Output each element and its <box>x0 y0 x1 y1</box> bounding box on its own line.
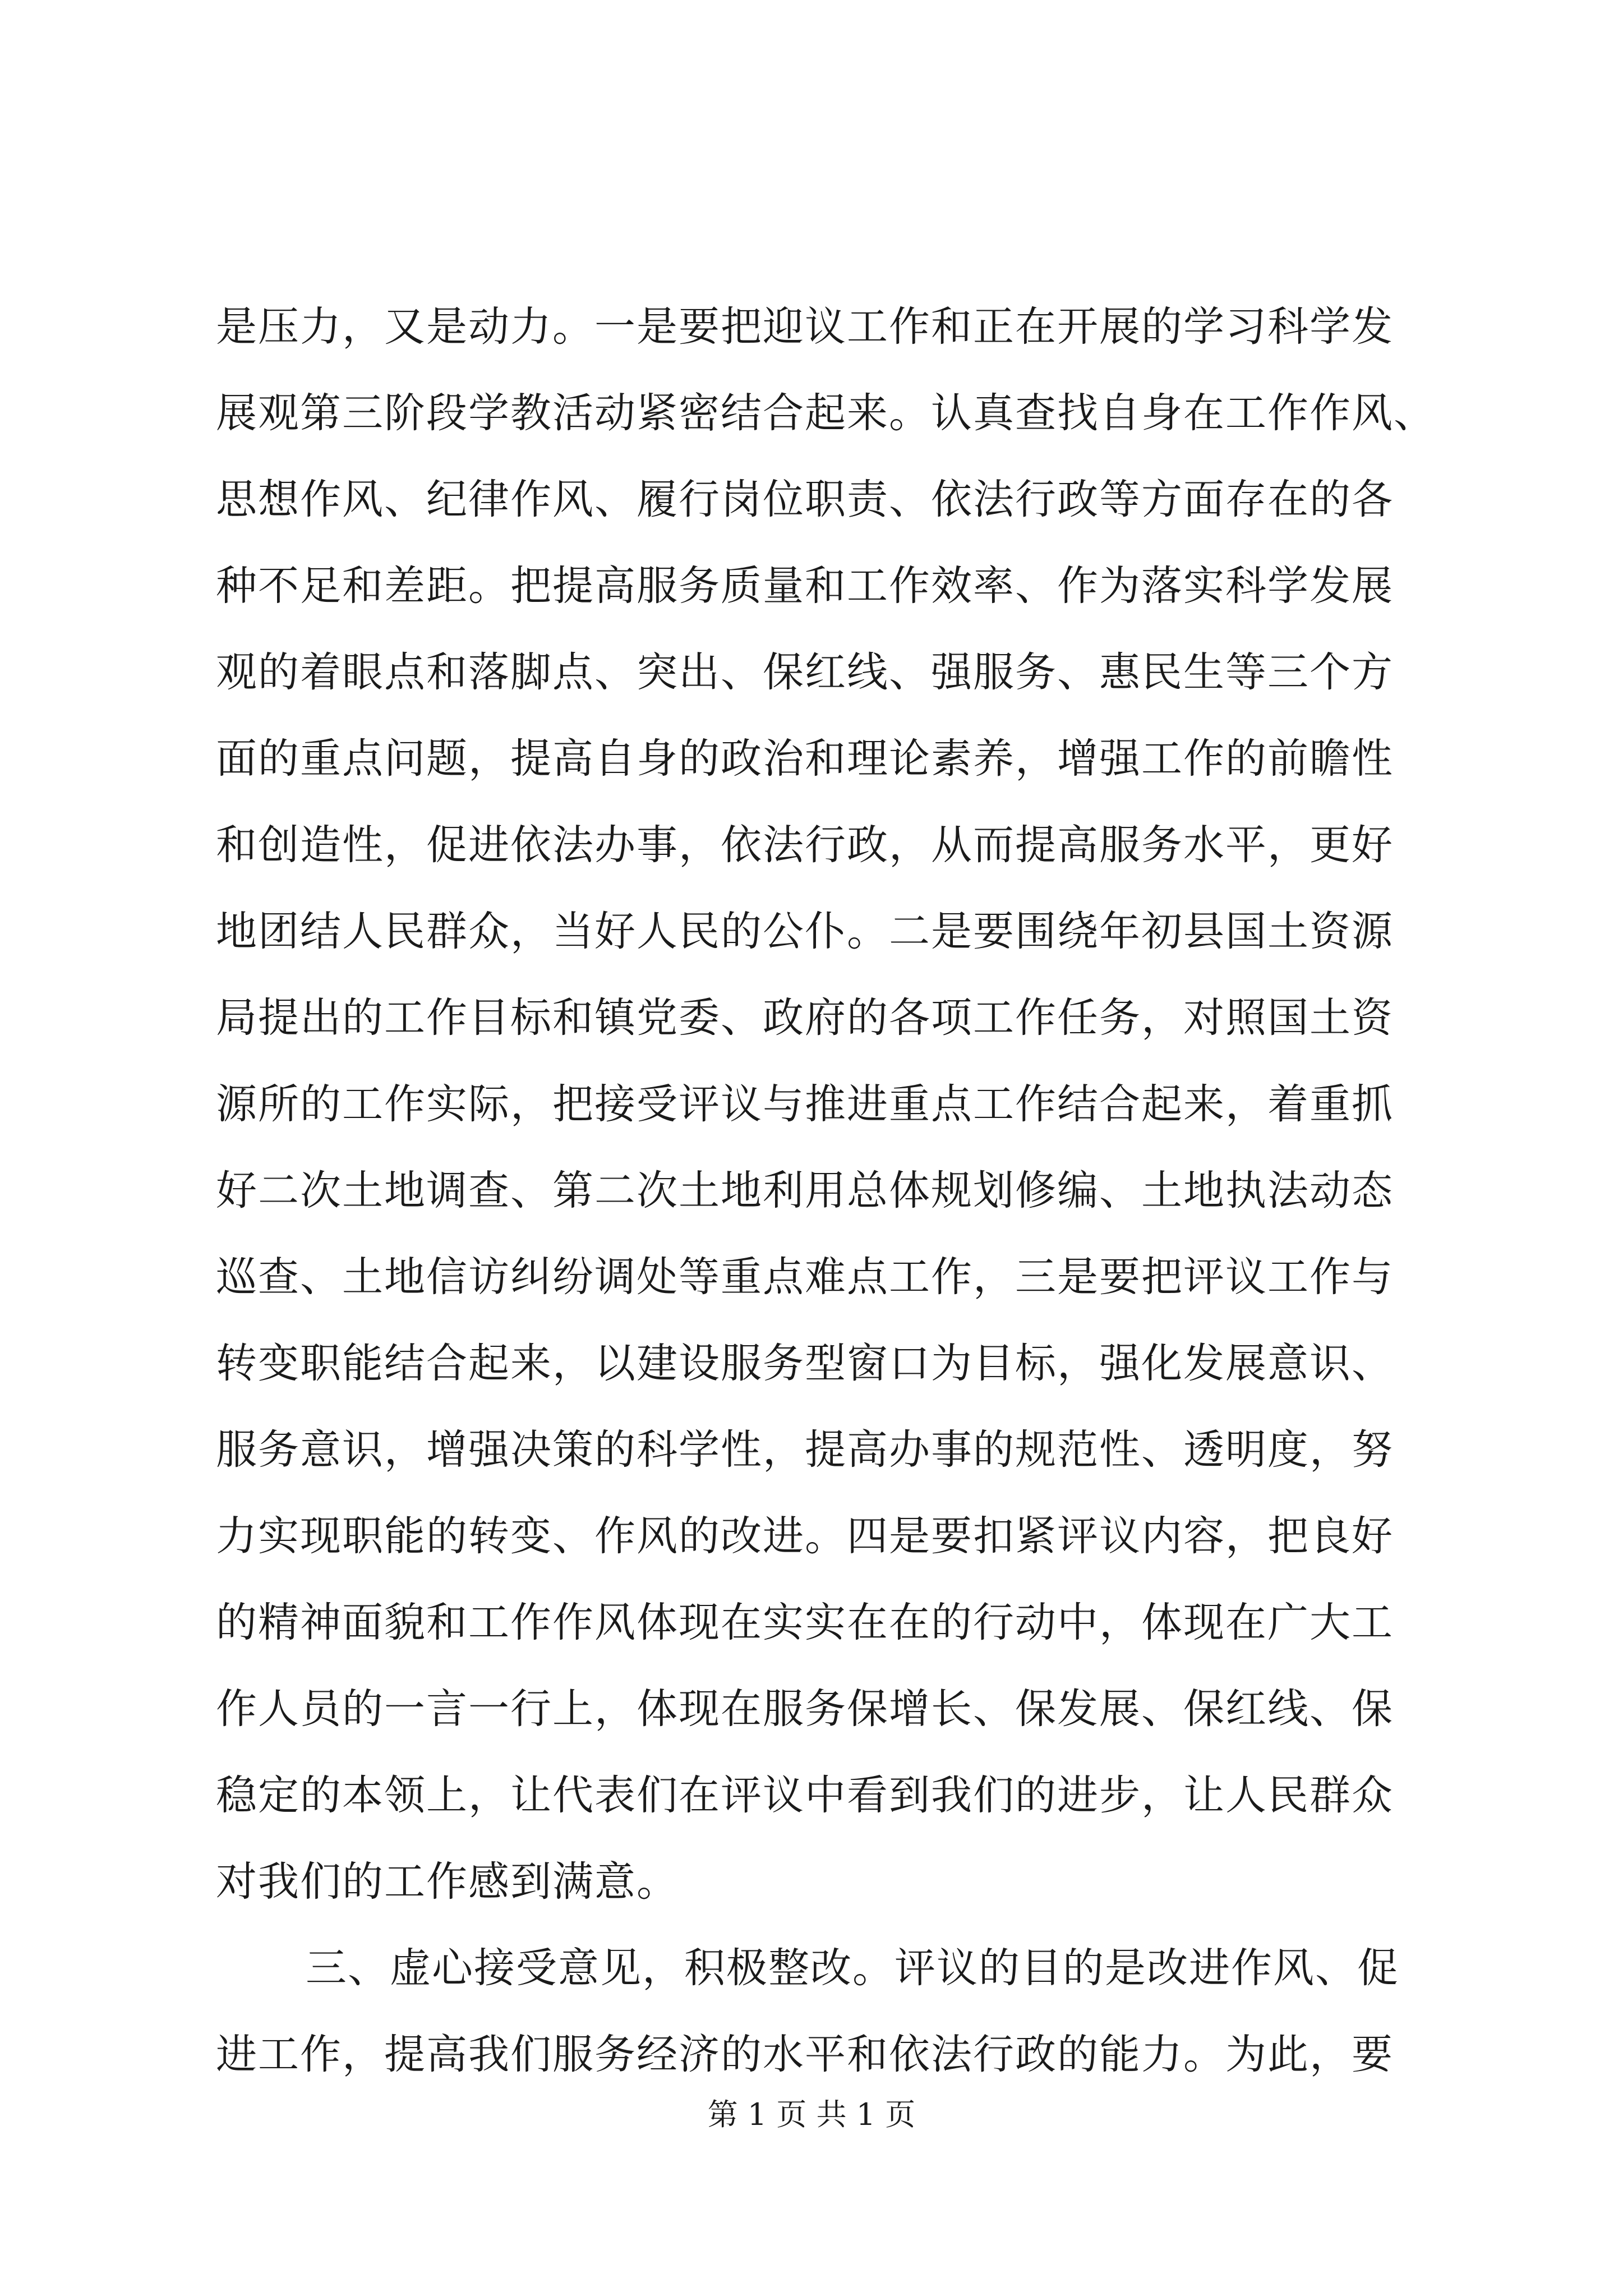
page-footer: 第 1 页 共 1 页 <box>707 2097 916 2132</box>
text-line: 好二次土地调查、第二次土地利用总体规划修编、土地执法动态 <box>216 1167 1394 1214</box>
text-line: 力实现职能的转变、作风的改进。四是要扣紧评议内容，把良好 <box>216 1512 1394 1560</box>
text-line: 种不足和差距。把提高服务质量和工作效率、作为落实科学发展 <box>216 562 1394 610</box>
text-line: 是压力，又是动力。一是要把迎议工作和正在开展的学习科学发 <box>216 303 1394 351</box>
text-line: 三、虚心接受意见，积极整改。评议的目的是改进作风、促 <box>306 1944 1399 1992</box>
text-line: 服务意识，增强决策的科学性，提高办事的规范性、透明度，努 <box>216 1426 1394 1474</box>
text-line: 巡查、土地信访纠纷调处等重点难点工作，三是要把评议工作与 <box>216 1253 1394 1301</box>
text-line: 源所的工作实际，把接受评议与推进重点工作结合起来，着重抓 <box>216 1080 1394 1128</box>
text-line: 转变职能结合起来，以建设服务型窗口为目标，强化发展意识、 <box>216 1340 1394 1387</box>
text-line: 面的重点问题，提高自身的政治和理论素养，增强工作的前瞻性 <box>216 735 1394 783</box>
text-line: 和创造性，促进依法办事，依法行政，从而提高服务水平，更好 <box>216 821 1394 869</box>
text-line: 局提出的工作目标和镇党委、政府的各项工作任务，对照国土资 <box>216 994 1394 1042</box>
text-line: 的精神面貌和工作作风体现在实实在在的行动中，体现在广大工 <box>216 1599 1394 1646</box>
text-line: 思想作风、纪律作风、履行岗位职责、依法行政等方面存在的各 <box>216 476 1394 523</box>
text-line: 进工作，提高我们服务经济的水平和依法行政的能力。为此，要 <box>216 2031 1394 2078</box>
text-line: 展观第三阶段学教活动紧密结合起来。认真查找自身在工作作风、 <box>216 389 1436 437</box>
text-line: 地团结人民群众，当好人民的公仆。二是要围绕年初县国土资源 <box>216 908 1394 955</box>
text-line: 对我们的工作感到满意。 <box>216 1858 679 1906</box>
text-line: 稳定的本领上，让代表们在评议中看到我们的进步，让人民群众 <box>216 1772 1394 1819</box>
text-line: 观的着眼点和落脚点、突出、保红线、强服务、惠民生等三个方 <box>216 648 1394 696</box>
text-line: 作人员的一言一行上，体现在服务保增长、保发展、保红线、保 <box>216 1685 1394 1733</box>
